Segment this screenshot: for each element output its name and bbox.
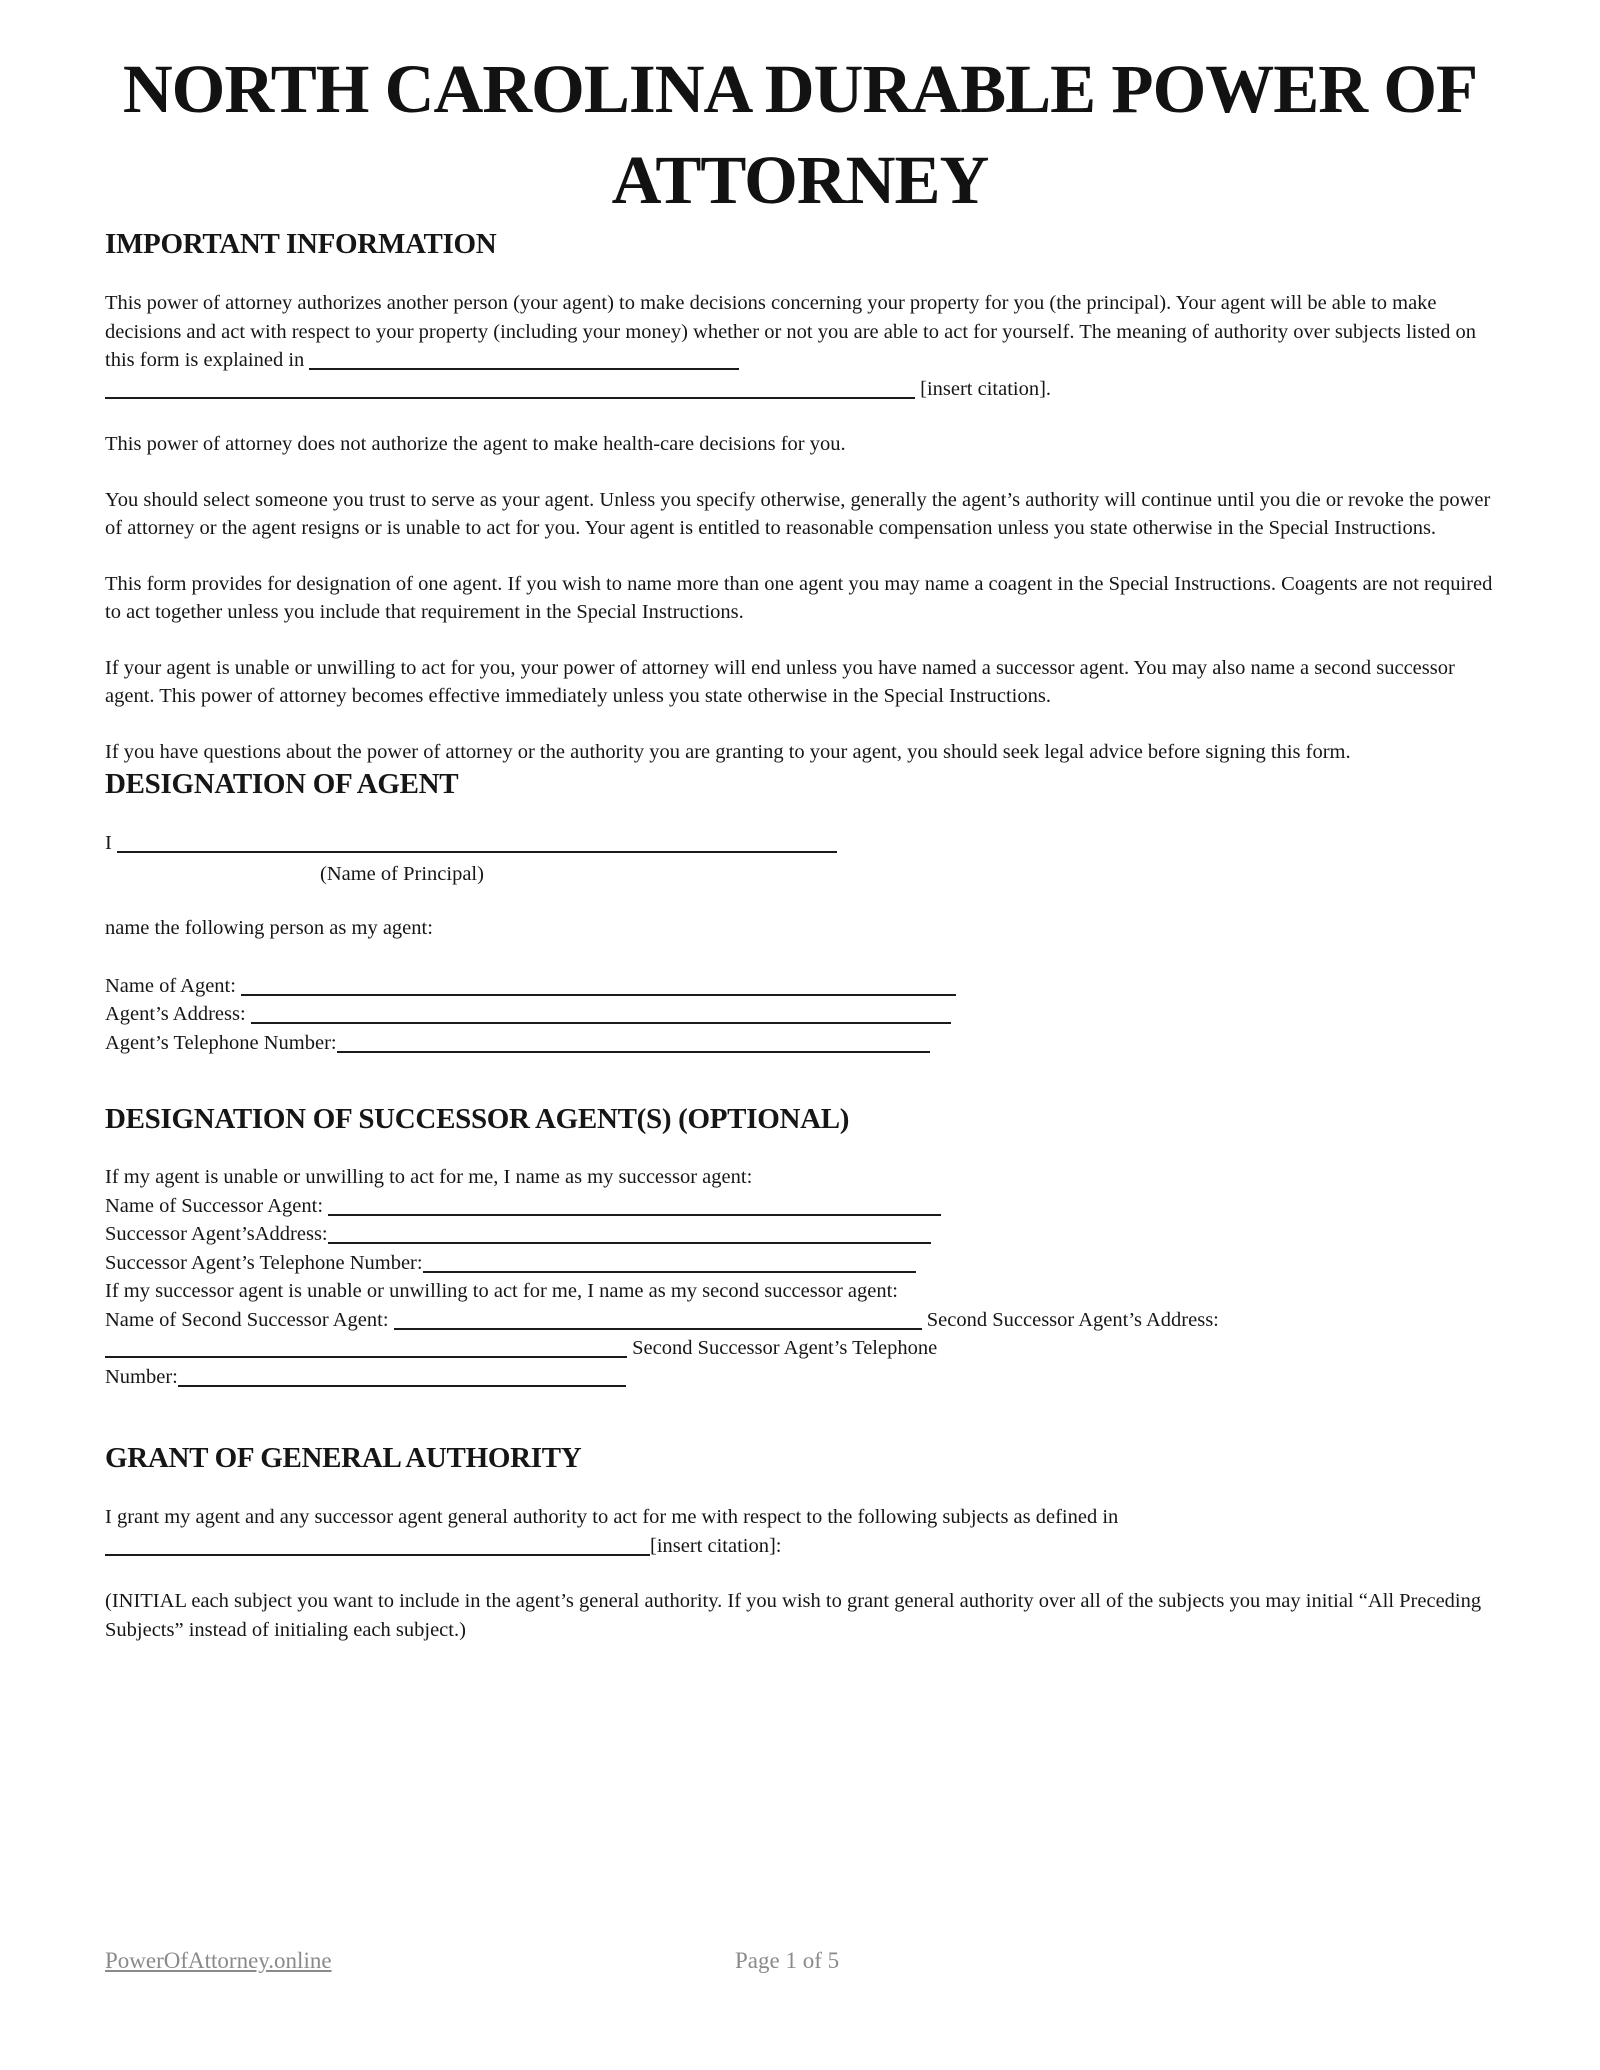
document-title xyxy=(0,44,1600,226)
successor-phone-label: Successor Agent’s Telephone Number: xyxy=(105,1251,423,1274)
second-successor-phone-label-b: Number: xyxy=(105,1365,178,1388)
agent-name-blank xyxy=(241,993,956,996)
paragraph-legal-advice: If you have questions about the power of attorney or the authority you are granting to your agent, you should seek legal advice before signing this form. xyxy=(105,740,1351,763)
agent-address-blank xyxy=(251,1021,951,1024)
page-number: Page 1 of 5 xyxy=(735,1948,840,1973)
second-successor-address-line xyxy=(105,1334,1495,1363)
successor-address-blank xyxy=(328,1241,931,1244)
section-heading-important-information: IMPORTANT INFORMATION xyxy=(105,228,497,260)
agent-intro-line: name the following person as my agent: xyxy=(105,917,433,939)
initial-instructions-note: (INITIAL each subject you want to include in the agent’s general authority. If you wish to grant general authority over all of the subjects you may initial “All Preceding Subjects” instead of initialing each subject.) xyxy=(105,1590,1482,1641)
second-successor-name-label: Name of Second Successor Agent: xyxy=(105,1308,389,1331)
principal-name-caption: (Name of Principal) xyxy=(320,862,484,885)
second-successor-phone-line xyxy=(105,1363,1495,1392)
section-heading-successor-agent: DESIGNATION OF SUCCESSOR AGENT(S) (OPTIONAL) xyxy=(105,1103,850,1135)
paragraph-one-agent: This form provides for designation of one agent. If you wish to name more than one agent you may name a coagent in the Special Instructions. Coagents are not required to act together unless you include that requirement in the Special Instructions. xyxy=(105,572,1493,623)
grant-paragraph-text: I grant my agent and any successor agent general authority to act for me with respect to the following subjects as defined in xyxy=(105,1506,1119,1528)
second-successor-address-label: Second Successor Agent’s Address: xyxy=(926,1308,1219,1331)
footer-website-link[interactable]: PowerOfAttorney.online xyxy=(105,1948,332,1973)
grant-citation-blank xyxy=(105,1553,650,1556)
insert-citation-label: [insert citation]. xyxy=(920,377,1052,400)
citation-blank-line-2 xyxy=(105,396,915,399)
second-successor-name-line xyxy=(105,1306,1495,1335)
second-successor-address-blank xyxy=(105,1355,627,1358)
page-footer xyxy=(105,1946,1495,1976)
agent-phone-label: Agent’s Telephone Number: xyxy=(105,1031,337,1054)
successor-phone-blank xyxy=(423,1270,916,1273)
agent-address-line xyxy=(105,1000,1495,1029)
successor-name-label: Name of Successor Agent: xyxy=(105,1194,324,1217)
successor-address-label: Successor Agent’sAddress: xyxy=(105,1223,328,1245)
citation-blank-line-1 xyxy=(309,367,739,370)
document-body xyxy=(0,226,1600,1644)
successor-intro-line: If my agent is unable or unwilling to act for me, I name as my successor agent: xyxy=(105,1166,753,1188)
grant-paragraph xyxy=(105,1503,1495,1560)
second-successor-phone-blank xyxy=(178,1384,626,1387)
second-successor-intro-line: If my successor agent is unable or unwilling to act for me, I name as my second successor agent: xyxy=(105,1280,899,1302)
successor-name-blank xyxy=(328,1213,941,1216)
agent-address-label: Agent’s Address: xyxy=(105,1003,246,1025)
grant-citation-label: [insert citation]: xyxy=(650,1534,782,1557)
agent-phone-blank xyxy=(337,1050,930,1053)
agent-name-label: Name of Agent: xyxy=(105,974,236,997)
principal-name-blank xyxy=(117,850,837,853)
second-successor-name-blank xyxy=(394,1327,922,1330)
paragraph-authorization-text: This power of attorney authorizes another person (your agent) to make decisions concerning your property for you (the principal). Your agent will be able to make decisions and act with respect to your property (including your money) whether or not you are able to act for yourself. The meaning of authority over subjects listed on this form is explained in xyxy=(105,292,1477,371)
paragraph-healthcare: This power of attorney does not authorize the agent to make health-care decisions for you. xyxy=(105,433,846,455)
agent-name-line xyxy=(105,972,1495,1001)
paragraph-authorization xyxy=(105,289,1495,403)
successor-address-line xyxy=(105,1220,1495,1249)
successor-name-line xyxy=(105,1192,1495,1221)
paragraph-successor-info: If your agent is unable or unwilling to act for you, your power of attorney will end unless you have named a successor agent. You may also name a second successor agent. This power of attorney becomes effective immediately unless you state otherwise in the Special Instructions. xyxy=(105,656,1455,707)
section-heading-grant-of-authority: GRANT OF GENERAL AUTHORITY xyxy=(105,1442,582,1474)
document-title-line-2: ATTORNEY xyxy=(611,142,989,218)
second-successor-phone-label-a: Second Successor Agent’s Telephone xyxy=(632,1337,938,1359)
agent-phone-line xyxy=(105,1029,1495,1058)
principal-prefix: I xyxy=(105,832,112,854)
document-title-line-1: NORTH CAROLINA DURABLE POWER OF xyxy=(122,51,1478,127)
successor-phone-line xyxy=(105,1249,1495,1278)
paragraph-select-agent: You should select someone you trust to serve as your agent. Unless you specify otherwise, generally the agent’s authority will continue until you die or revoke the power of attorney or the agent resigns or is unable to act for you. Your agent is entitled to reasonable compensation unless you state otherwise in the Special Instructions. xyxy=(105,488,1491,539)
principal-name-line xyxy=(105,829,1495,858)
agent-fields xyxy=(105,972,1495,1058)
section-heading-designation-of-agent: DESIGNATION OF AGENT xyxy=(105,768,459,800)
successor-fields xyxy=(105,1163,1495,1391)
